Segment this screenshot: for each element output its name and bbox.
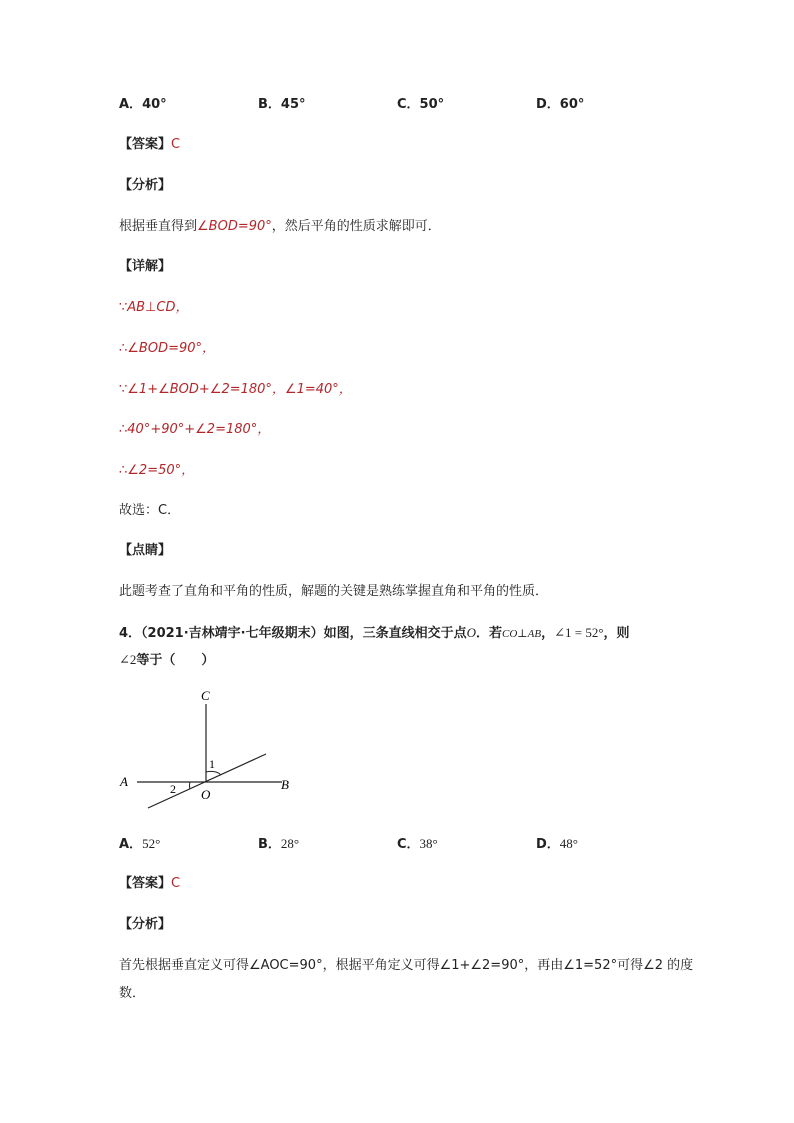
q3-step-3: ∵∠1+∠BOD+∠2=180°，∠1=40°， (119, 382, 352, 397)
q4-analysis-tag: 【分析】 (119, 917, 172, 932)
angle-2-arc (190, 782, 191, 789)
q3-comment: 此题考查了直角和平角的性质，解题的关键是熟练掌握直角和平角的性质． (119, 584, 549, 599)
label-a: A (120, 774, 128, 789)
analysis-text: 根据垂直得到 (119, 219, 198, 234)
stem-angle: ∠2 (119, 652, 137, 667)
q3-analysis-text (119, 218, 441, 236)
choice-value: 50° (419, 97, 445, 112)
q3-comment-tag: 【点睛】 (119, 543, 172, 558)
angle-1-arc (206, 771, 221, 775)
q4-analysis-line2: 数． (119, 986, 146, 1001)
q3-detail-tag: 【详解】 (119, 259, 172, 274)
choice-value: 52° (142, 836, 161, 851)
stem-text: 4．（2021·吉林靖宇·七年级期末）如图，三条直线相交于点 (119, 626, 467, 641)
q3-conclusion: 故选：C． (119, 503, 181, 518)
q3-step-5: ∴∠2=50°， (119, 463, 195, 478)
q4-choice-c (397, 835, 438, 854)
label-1: 1 (209, 757, 215, 771)
choice-label: B． (258, 837, 281, 852)
answer-tag: 【答案】 (119, 876, 172, 891)
q3-choice-c (397, 96, 444, 114)
choice-label: D． (536, 97, 560, 112)
q3-step-2: ∴∠BOD=90°， (119, 341, 216, 356)
q4-stem-line1 (119, 624, 630, 643)
q4-choice-a (119, 835, 160, 854)
choice-value: 45° (280, 97, 306, 112)
q4-choice-b (258, 835, 299, 854)
q3-choice-b (258, 96, 306, 114)
q3-answer (119, 136, 180, 154)
stem-angle: ∠1 = 52° (554, 625, 604, 640)
q3-analysis-tag: 【分析】 (119, 178, 172, 193)
label-b: B (281, 777, 289, 792)
stem-text: ．若 (476, 626, 503, 641)
label-2: 2 (170, 782, 176, 796)
label-c: C (201, 688, 210, 703)
choice-label: D． (536, 837, 560, 852)
q3-step-4: ∴40°+90°+∠2=180°， (119, 422, 271, 437)
choice-value: 60° (559, 97, 585, 112)
label-o: O (201, 787, 211, 802)
q4-stem-line2 (119, 651, 214, 670)
stem-text: ， (541, 626, 555, 641)
stem-text: 等于（ ） (136, 653, 215, 668)
q3-choice-d (536, 96, 584, 114)
stem-point: O (466, 625, 476, 640)
q4-choice-d (536, 835, 578, 854)
choice-label: C． (397, 97, 420, 112)
analysis-math: ∠BOD=90° (197, 219, 272, 234)
analysis-text: ，然后平角的性质求解即可． (271, 219, 441, 234)
stem-condition: CO⊥AB (502, 628, 542, 640)
answer-value: C (171, 876, 181, 891)
choice-label: A． (119, 97, 143, 112)
q4-analysis-line1: 首先根据垂直定义可得∠AOC=90°，根据平角定义可得∠1+∠2=90°，再由∠1=52°可得∠2 的度 (119, 958, 694, 973)
choice-label: C． (397, 837, 420, 852)
choice-value: 40° (142, 97, 167, 112)
q4-answer (119, 875, 180, 893)
choice-value: 28° (280, 836, 300, 851)
choice-label: A． (119, 837, 143, 852)
stem-text: ，则 (603, 626, 630, 641)
answer-value: C (171, 137, 181, 152)
q4-geometry-figure (110, 682, 310, 812)
choice-value: 48° (559, 836, 578, 851)
answer-tag: 【答案】 (119, 137, 172, 152)
choice-label: B． (258, 97, 281, 112)
q3-choice-a (119, 96, 167, 114)
choice-value: 38° (419, 836, 438, 851)
q3-step-1: ∵AB⊥CD， (119, 300, 189, 315)
